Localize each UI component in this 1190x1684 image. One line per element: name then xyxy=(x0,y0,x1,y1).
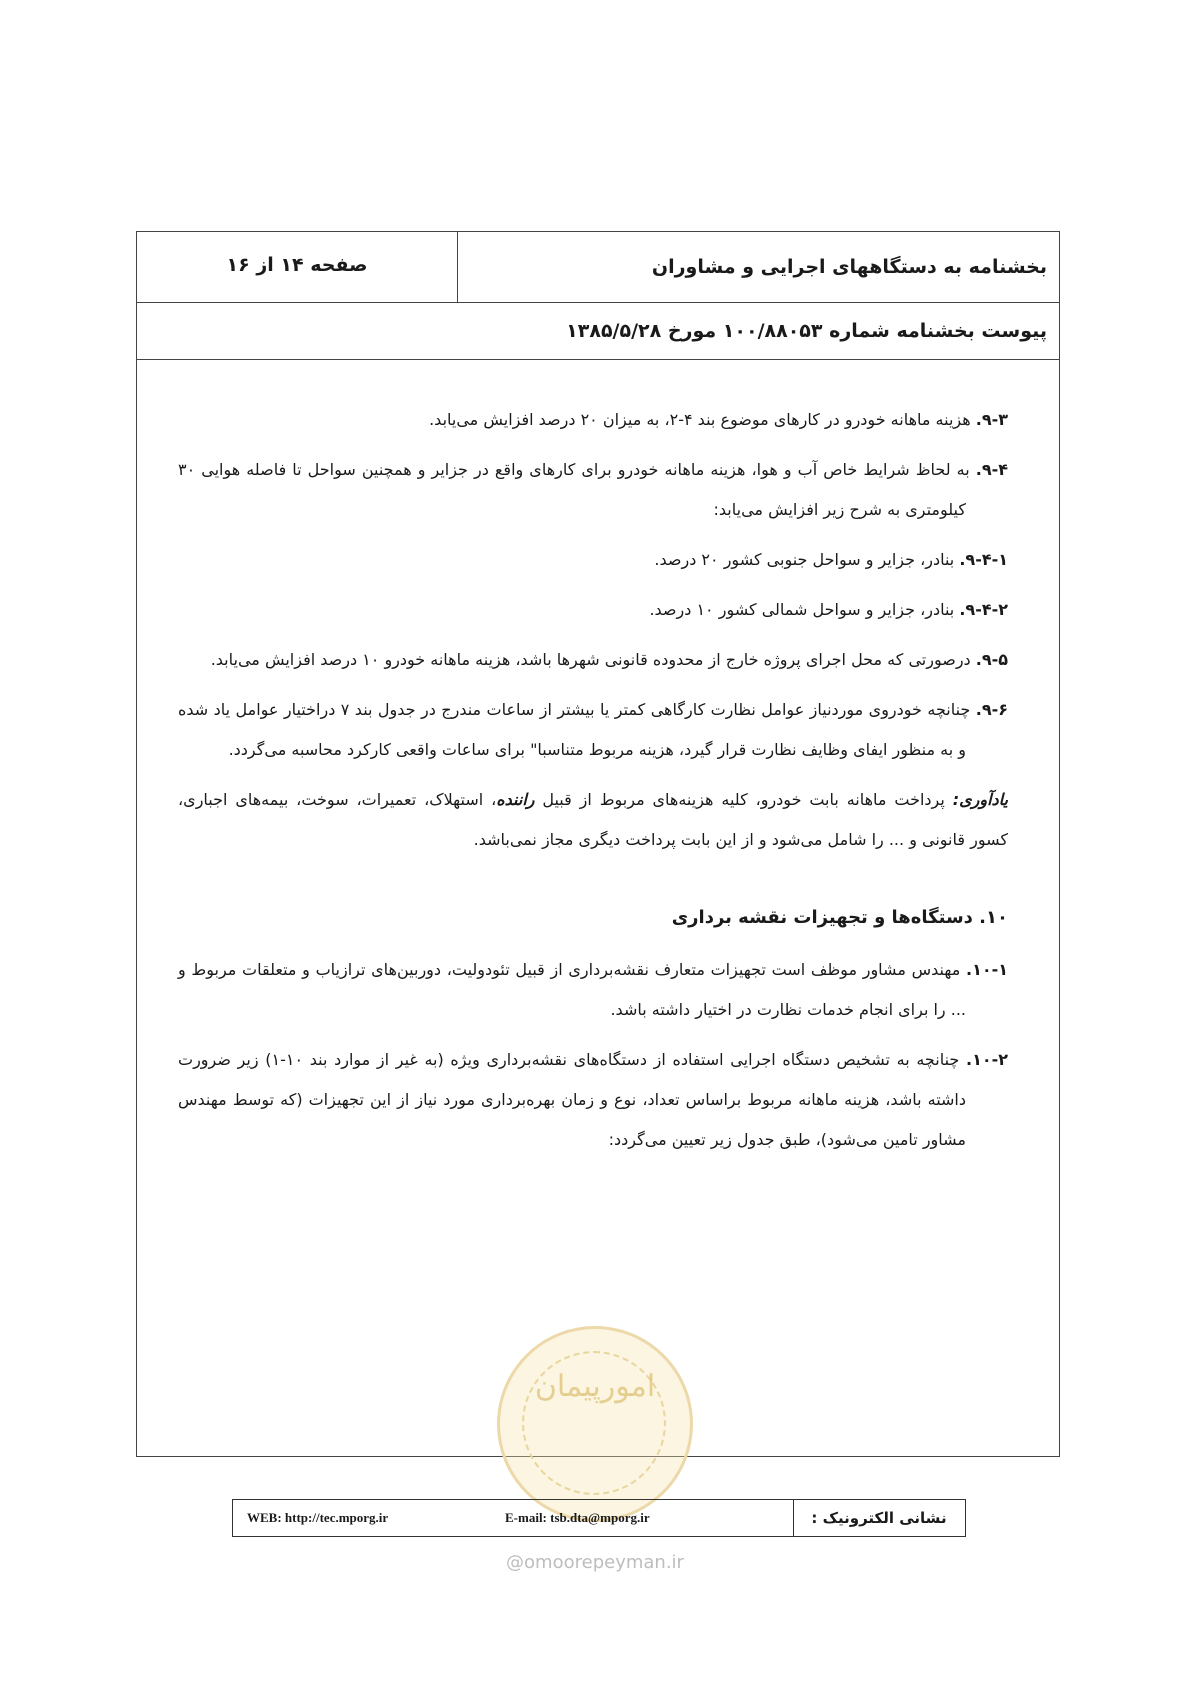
page-info: صفحه ۱۴ از ۱۶ xyxy=(226,254,368,276)
item-number: ۹-۶. xyxy=(975,700,1008,719)
note-label: یادآوری: xyxy=(952,790,1009,809)
item-9-3 xyxy=(178,400,1008,440)
header-divider xyxy=(457,232,458,303)
item-number: ۱۰-۲. xyxy=(965,1050,1008,1069)
watermark-stamp xyxy=(497,1326,693,1522)
item-text: چنانچه خودروی موردنیاز عوامل نظارت کارگاهی کمتر یا بیشتر از ساعات مندرج در جدول بند ۷ دراختیار عوامل یاد شده و به منظور ایفای وظایف نظارت قرار گیرد، هزینه مربوط متناسبا" برای ساعات واقعی کارکرد محاسبه می‌گردد. xyxy=(178,700,976,759)
footer-label: نشانی الکترونیک : xyxy=(811,1509,947,1527)
item-9-4-1 xyxy=(178,540,1008,580)
section-heading: ۱۰. دستگاه‌ها و تجهیزات نقشه برداری xyxy=(671,907,1008,928)
footer-email-link[interactable]: E-mail: tsb.dta@mporg.ir xyxy=(505,1510,650,1525)
footer-web-link[interactable]: WEB: http://tec.mporg.ir xyxy=(247,1510,389,1525)
item-number: ۹-۳. xyxy=(975,410,1008,429)
stamp-text: امورپیمان xyxy=(534,1369,656,1404)
document-title: بخشنامه به دستگاههای اجرایی و مشاوران xyxy=(651,256,1047,278)
annex-row xyxy=(137,303,1059,360)
item-text: بنادر، جزایر و سواحل شمالی کشور ۱۰ درصد. xyxy=(649,600,960,619)
item-text: بنادر، جزایر و سواحل جنوبی کشور ۲۰ درصد. xyxy=(654,550,960,569)
item-text: مهندس مشاور موظف است تجهیزات متعارف نقشه‌برداری از قبیل تئودولیت، دوربین‌های ترازیاب و متعلقات مربوط و ... را برای انجام خدمات نظارت در اختیار داشته باشد. xyxy=(178,960,966,1019)
item-9-5 xyxy=(178,640,1008,680)
item-text: درصورتی که محل اجرای پروژه خارج از محدوده قانونی شهرها باشد، هزینه ماهانه خودرو ۱۰ درصد افزایش می‌یابد. xyxy=(210,650,976,669)
item-number: ۹-۴. xyxy=(975,460,1008,479)
reminder-note xyxy=(178,780,1008,860)
item-number: ۱۰-۱. xyxy=(965,960,1008,979)
item-9-6 xyxy=(178,690,1008,770)
item-number: ۹-۴-۲. xyxy=(959,600,1008,619)
note-emphasis: راننده xyxy=(496,790,535,809)
item-text: هزینه ماهانه خودرو در کارهای موضوع بند ۴-۲، به میزان ۲۰ درصد افزایش می‌یابد. xyxy=(429,410,976,429)
item-10-1 xyxy=(178,950,1008,1030)
item-10-2 xyxy=(178,1040,1008,1160)
item-number: ۹-۴-۱. xyxy=(959,550,1008,569)
document-body xyxy=(178,400,1008,1170)
header-row xyxy=(137,232,1059,303)
item-text: به لحاظ شرایط خاص آب و هوا، هزینه ماهانه خودرو برای کارهای واقع در جزایر و همچنین سواحل تا فاصله هوایی ۳۰ کیلومتری به شرح زیر افزایش می‌یابد: xyxy=(178,460,976,519)
item-text: چنانچه به تشخیص دستگاه اجرایی استفاده از دستگاه‌های نقشه‌برداری ویژه (به غیر از موارد بند ۱۰-۱) زیر ضرورت داشته باشد، هزینه ماهانه مربوط براساس تعداد، نوع و زمان بهره‌برداری مورد نیاز از این تجهیزات (که توسط مهندس مشاور تامین می‌شود)، طبق جدول زیر تعیین می‌گردد: xyxy=(178,1050,966,1149)
watermark-url: @omoorepeyman.ir xyxy=(506,1552,684,1573)
note-text-after: ، استهلاک، تعمیرات، سوخت، بیمه‌های اجباری، کسور قانونی و ... را شامل می‌شود و از این بابت پرداخت دیگری مجاز نمی‌باشد. xyxy=(178,790,1008,849)
item-9-4 xyxy=(178,450,1008,530)
footer-contact-box xyxy=(232,1499,966,1537)
annex-title: پیوست بخشنامه شماره ۱۰۰/۸۸۰۵۳ مورخ ۱۳۸۵/۵/۲۸ xyxy=(566,320,1047,342)
item-9-4-2 xyxy=(178,590,1008,630)
note-text-before: پرداخت ماهانه بابت خودرو، کلیه هزینه‌های مربوط از قبیل xyxy=(534,790,953,809)
item-number: ۹-۵. xyxy=(975,650,1008,669)
